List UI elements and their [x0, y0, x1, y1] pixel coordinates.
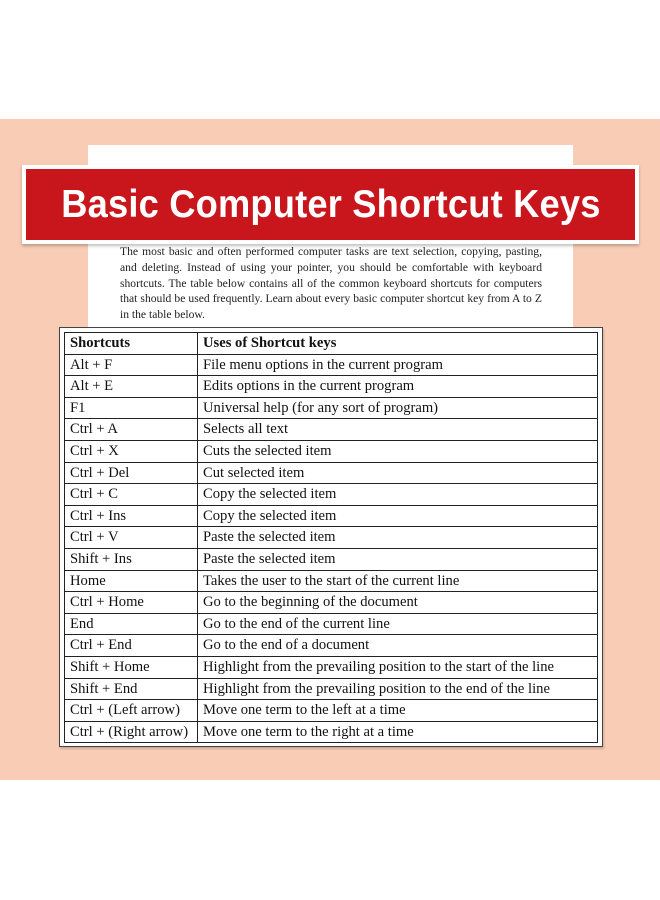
shortcut-use-cell: Go to the beginning of the document [198, 592, 598, 614]
shortcut-cell: Ctrl + End [65, 635, 198, 657]
shortcut-cell: Shift + Home [65, 656, 198, 678]
shortcut-use-cell: File menu options in the current program [198, 354, 598, 376]
shortcut-use-cell: Copy the selected item [198, 484, 598, 506]
shortcut-use-cell: Move one term to the right at a time [198, 721, 598, 743]
shortcut-table-container [59, 327, 603, 747]
shortcut-use-cell: Universal help (for any sort of program) [198, 397, 598, 419]
table-row [65, 376, 598, 398]
table-row [65, 462, 598, 484]
shortcut-cell: Ctrl + (Right arrow) [65, 721, 198, 743]
shortcut-use-cell: Cuts the selected item [198, 440, 598, 462]
table-row [65, 397, 598, 419]
table-row [65, 700, 598, 722]
shortcut-cell: Ctrl + Ins [65, 505, 198, 527]
shortcut-use-cell: Go to the end of a document [198, 635, 598, 657]
table-header-row [65, 333, 598, 355]
table-row [65, 527, 598, 549]
shortcut-cell: Ctrl + X [65, 440, 198, 462]
shortcut-cell: F1 [65, 397, 198, 419]
shortcut-cell: Alt + E [65, 376, 198, 398]
shortcut-use-cell: Paste the selected item [198, 527, 598, 549]
table-row [65, 592, 598, 614]
shortcut-cell: End [65, 613, 198, 635]
shortcut-use-cell: Cut selected item [198, 462, 598, 484]
table-row [65, 721, 598, 743]
shortcut-cell: Ctrl + Home [65, 592, 198, 614]
shortcut-cell: Ctrl + V [65, 527, 198, 549]
shortcut-cell: Ctrl + (Left arrow) [65, 700, 198, 722]
page-title: Basic Computer Shortcut Keys [60, 182, 601, 226]
shortcut-use-cell: Paste the selected item [198, 548, 598, 570]
table-row [65, 635, 598, 657]
shortcut-cell: Shift + End [65, 678, 198, 700]
shortcut-use-cell: Takes the user to the start of the current line [198, 570, 598, 592]
table-row [65, 354, 598, 376]
shortcut-cell: Ctrl + A [65, 419, 198, 441]
column-header-shortcuts: Shortcuts [65, 333, 198, 355]
shortcut-use-cell: Go to the end of the current line [198, 613, 598, 635]
table-row [65, 656, 598, 678]
table-row [65, 678, 598, 700]
column-header-uses: Uses of Shortcut keys [198, 333, 598, 355]
table-row [65, 419, 598, 441]
shortcut-cell: Shift + Ins [65, 548, 198, 570]
shortcut-cell: Alt + F [65, 354, 198, 376]
table-row [65, 570, 598, 592]
table-row [65, 484, 598, 506]
title-banner [22, 165, 639, 244]
shortcut-cell: Ctrl + Del [65, 462, 198, 484]
table-row [65, 440, 598, 462]
shortcut-use-cell: Edits options in the current program [198, 376, 598, 398]
shortcut-use-cell: Highlight from the prevailing position to the end of the line [198, 678, 598, 700]
table-row [65, 548, 598, 570]
shortcut-cell: Ctrl + C [65, 484, 198, 506]
table-row [65, 505, 598, 527]
table-row [65, 613, 598, 635]
shortcut-use-cell: Move one term to the left at a time [198, 700, 598, 722]
intro-paragraph: The most basic and often performed computer tasks are text selection, copying, pasting, and deleting. Instead of using your pointer, you should be comfortable with keyboard shortcuts. The table below contains all of the common keyboard shortcuts for computers that should be used frequently. Learn about every basic computer shortcut key from A to Z in the table below. [120, 245, 542, 322]
shortcut-use-cell: Highlight from the prevailing position to the start of the line [198, 656, 598, 678]
shortcut-table [64, 332, 598, 743]
shortcut-cell: Home [65, 570, 198, 592]
shortcut-use-cell: Copy the selected item [198, 505, 598, 527]
shortcut-use-cell: Selects all text [198, 419, 598, 441]
